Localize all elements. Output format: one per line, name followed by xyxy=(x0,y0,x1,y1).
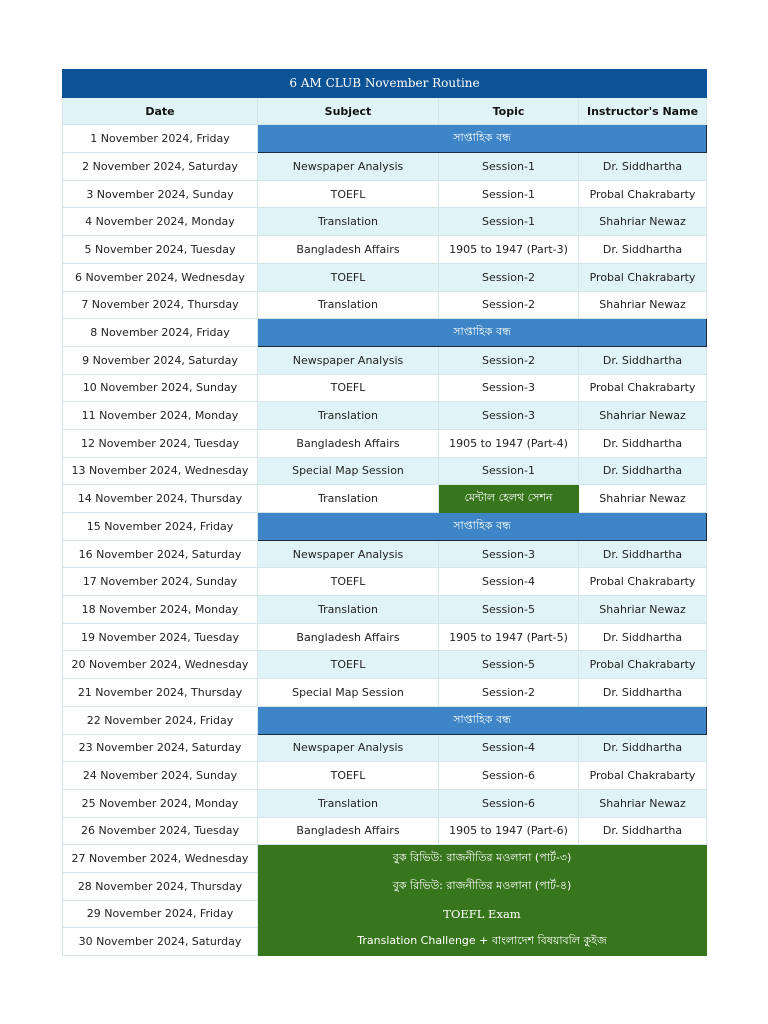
date-cell: 26 November 2024, Tuesday xyxy=(63,817,258,845)
date-cell: 4 November 2024, Monday xyxy=(63,208,258,236)
title-row xyxy=(63,70,707,98)
table-row xyxy=(63,734,707,762)
instructor-cell: Dr. Siddhartha xyxy=(579,236,707,264)
date-cell: 10 November 2024, Sunday xyxy=(63,374,258,402)
table-row xyxy=(63,153,707,181)
instructor-cell: Shahriar Newaz xyxy=(579,402,707,430)
table-row xyxy=(63,845,707,873)
table-row xyxy=(63,485,707,513)
subject-cell: TOEFL xyxy=(258,180,439,208)
instructor-cell: Probal Chakrabarty xyxy=(579,651,707,679)
date-cell: 29 November 2024, Friday xyxy=(63,900,258,928)
topic-cell: Session-5 xyxy=(439,596,579,624)
table-row xyxy=(63,872,707,900)
date-cell: 6 November 2024, Wednesday xyxy=(63,263,258,291)
table-row xyxy=(63,900,707,928)
topic-cell: Session-5 xyxy=(439,651,579,679)
instructor-cell: Dr. Siddhartha xyxy=(579,153,707,181)
table-row xyxy=(63,817,707,845)
instructor-cell: Shahriar Newaz xyxy=(579,596,707,624)
date-cell: 1 November 2024, Friday xyxy=(63,125,258,153)
subject-cell: TOEFL xyxy=(258,263,439,291)
weekly-holiday-cell: সাপ্তাহিক বন্ধ xyxy=(258,125,707,153)
topic-cell: Session-2 xyxy=(439,291,579,319)
special-event-cell: TOEFL Exam xyxy=(258,900,707,928)
special-event-cell: বুক রিভিউ: রাজনীতির মওলানা (পার্ট-৪) xyxy=(258,872,707,900)
instructor-cell: Dr. Siddhartha xyxy=(579,457,707,485)
instructor-cell: Probal Chakrabarty xyxy=(579,374,707,402)
instructor-cell: Shahriar Newaz xyxy=(579,485,707,513)
date-cell: 24 November 2024, Sunday xyxy=(63,762,258,790)
table-row xyxy=(63,513,707,541)
table-row xyxy=(63,706,707,734)
instructor-cell: Dr. Siddhartha xyxy=(579,623,707,651)
subject-cell: Bangladesh Affairs xyxy=(258,623,439,651)
table-row xyxy=(63,651,707,679)
routine-body xyxy=(63,125,707,956)
subject-cell: Translation xyxy=(258,596,439,624)
weekly-holiday-cell: সাপ্তাহিক বন্ধ xyxy=(258,706,707,734)
instructor-cell: Probal Chakrabarty xyxy=(579,263,707,291)
topic-cell: মেন্টাল হেলথ সেশন xyxy=(439,485,579,513)
subject-cell: TOEFL xyxy=(258,651,439,679)
table-row xyxy=(63,236,707,264)
date-cell: 16 November 2024, Saturday xyxy=(63,540,258,568)
subject-cell: Newspaper Analysis xyxy=(258,734,439,762)
instructor-cell: Dr. Siddhartha xyxy=(579,734,707,762)
topic-cell: 1905 to 1947 (Part-6) xyxy=(439,817,579,845)
table-row xyxy=(63,679,707,707)
table-row xyxy=(63,457,707,485)
table-row xyxy=(63,568,707,596)
table-row xyxy=(63,125,707,153)
table-row xyxy=(63,402,707,430)
date-cell: 23 November 2024, Saturday xyxy=(63,734,258,762)
topic-cell: Session-1 xyxy=(439,153,579,181)
weekly-holiday-cell: সাপ্তাহিক বন্ধ xyxy=(258,319,707,347)
header-instructor: Instructor's Name xyxy=(579,97,707,125)
topic-cell: Session-6 xyxy=(439,762,579,790)
subject-cell: Translation xyxy=(258,208,439,236)
subject-cell: Bangladesh Affairs xyxy=(258,817,439,845)
header-topic: Topic xyxy=(439,97,579,125)
subject-cell: Translation xyxy=(258,485,439,513)
instructor-cell: Probal Chakrabarty xyxy=(579,568,707,596)
table-row xyxy=(63,346,707,374)
date-cell: 18 November 2024, Monday xyxy=(63,596,258,624)
date-cell: 28 November 2024, Thursday xyxy=(63,872,258,900)
table-row xyxy=(63,374,707,402)
date-cell: 17 November 2024, Sunday xyxy=(63,568,258,596)
topic-cell: Session-1 xyxy=(439,180,579,208)
table-row xyxy=(63,540,707,568)
topic-cell: Session-6 xyxy=(439,789,579,817)
date-cell: 13 November 2024, Wednesday xyxy=(63,457,258,485)
instructor-cell: Probal Chakrabarty xyxy=(579,762,707,790)
date-cell: 25 November 2024, Monday xyxy=(63,789,258,817)
subject-cell: Translation xyxy=(258,402,439,430)
instructor-cell: Shahriar Newaz xyxy=(579,208,707,236)
date-cell: 15 November 2024, Friday xyxy=(63,513,258,541)
topic-cell: Session-1 xyxy=(439,457,579,485)
instructor-cell: Dr. Siddhartha xyxy=(579,346,707,374)
date-cell: 5 November 2024, Tuesday xyxy=(63,236,258,264)
topic-cell: 1905 to 1947 (Part-5) xyxy=(439,623,579,651)
header-date: Date xyxy=(63,97,258,125)
topic-cell: Session-2 xyxy=(439,263,579,291)
date-cell: 7 November 2024, Thursday xyxy=(63,291,258,319)
date-cell: 9 November 2024, Saturday xyxy=(63,346,258,374)
special-event-cell: Translation Challenge + বাংলাদেশ বিষয়াবলি কুইজ xyxy=(258,928,707,956)
instructor-cell: Dr. Siddhartha xyxy=(579,429,707,457)
date-cell: 21 November 2024, Thursday xyxy=(63,679,258,707)
date-cell: 22 November 2024, Friday xyxy=(63,706,258,734)
topic-cell: Session-4 xyxy=(439,734,579,762)
subject-cell: Newspaper Analysis xyxy=(258,346,439,374)
topic-cell: Session-3 xyxy=(439,402,579,430)
table-row xyxy=(63,208,707,236)
subject-cell: TOEFL xyxy=(258,568,439,596)
topic-cell: Session-4 xyxy=(439,568,579,596)
topic-cell: Session-3 xyxy=(439,374,579,402)
table-row xyxy=(63,789,707,817)
topic-cell: Session-1 xyxy=(439,208,579,236)
topic-cell: 1905 to 1947 (Part-4) xyxy=(439,429,579,457)
table-row xyxy=(63,429,707,457)
instructor-cell: Probal Chakrabarty xyxy=(579,180,707,208)
topic-cell: 1905 to 1947 (Part-3) xyxy=(439,236,579,264)
topic-cell: Session-2 xyxy=(439,679,579,707)
table-row xyxy=(63,319,707,347)
table-row xyxy=(63,263,707,291)
instructor-cell: Shahriar Newaz xyxy=(579,789,707,817)
subject-cell: Translation xyxy=(258,291,439,319)
header-row xyxy=(63,97,707,125)
subject-cell: Special Map Session xyxy=(258,457,439,485)
subject-cell: Special Map Session xyxy=(258,679,439,707)
date-cell: 11 November 2024, Monday xyxy=(63,402,258,430)
table-row xyxy=(63,291,707,319)
date-cell: 30 November 2024, Saturday xyxy=(63,928,258,956)
topic-cell: Session-3 xyxy=(439,540,579,568)
topic-cell: Session-2 xyxy=(439,346,579,374)
date-cell: 12 November 2024, Tuesday xyxy=(63,429,258,457)
special-event-cell: বুক রিভিউ: রাজনীতির মওলানা (পার্ট-৩) xyxy=(258,845,707,873)
subject-cell: Bangladesh Affairs xyxy=(258,429,439,457)
subject-cell: Newspaper Analysis xyxy=(258,540,439,568)
instructor-cell: Shahriar Newaz xyxy=(579,291,707,319)
table-title: 6 AM CLUB November Routine xyxy=(63,70,707,98)
subject-cell: Translation xyxy=(258,789,439,817)
weekly-holiday-cell: সাপ্তাহিক বন্ধ xyxy=(258,513,707,541)
instructor-cell: Dr. Siddhartha xyxy=(579,679,707,707)
date-cell: 14 November 2024, Thursday xyxy=(63,485,258,513)
instructor-cell: Dr. Siddhartha xyxy=(579,817,707,845)
table-row xyxy=(63,623,707,651)
table-row xyxy=(63,180,707,208)
date-cell: 20 November 2024, Wednesday xyxy=(63,651,258,679)
table-row xyxy=(63,762,707,790)
date-cell: 27 November 2024, Wednesday xyxy=(63,845,258,873)
subject-cell: Newspaper Analysis xyxy=(258,153,439,181)
subject-cell: TOEFL xyxy=(258,762,439,790)
date-cell: 19 November 2024, Tuesday xyxy=(63,623,258,651)
header-subject: Subject xyxy=(258,97,439,125)
table-row xyxy=(63,928,707,956)
date-cell: 3 November 2024, Sunday xyxy=(63,180,258,208)
instructor-cell: Dr. Siddhartha xyxy=(579,540,707,568)
subject-cell: TOEFL xyxy=(258,374,439,402)
table-row xyxy=(63,596,707,624)
subject-cell: Bangladesh Affairs xyxy=(258,236,439,264)
date-cell: 2 November 2024, Saturday xyxy=(63,153,258,181)
date-cell: 8 November 2024, Friday xyxy=(63,319,258,347)
routine-table xyxy=(62,69,707,956)
